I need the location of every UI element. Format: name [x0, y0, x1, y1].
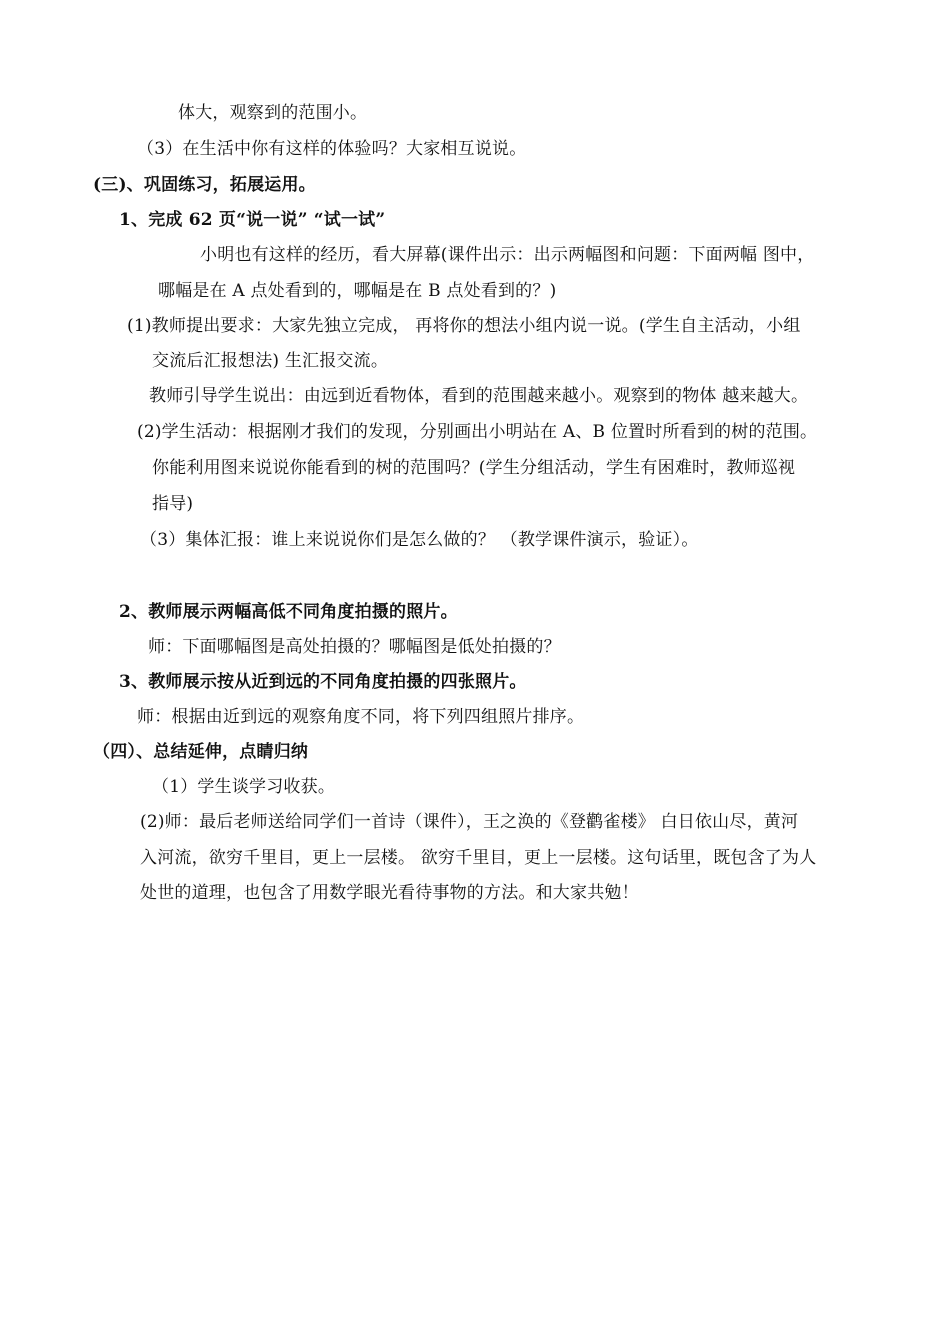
subsection-heading-3: 3、教师展示按从近到远的不同角度拍摄的四张照片。 [119, 672, 527, 692]
text-line-20: (2)师：最后老师送给同学们一首诗（课件），王之涣的《登鹳雀楼》 白日依山尽，黄河 [140, 812, 799, 832]
text-line-9: 教师引导学生说出：由远到近看物体，看到的范围越来越小。观察到的物体 越来越大。 [149, 386, 809, 406]
text-line-15: 师：下面哪幅图是高处拍摄的？哪幅图是低处拍摄的？ [148, 637, 561, 657]
subsection-heading-2: 2、教师展示两幅高低不同角度拍摄的照片。 [119, 602, 458, 622]
text-line-11: 你能利用图来说说你能看到的树的范围吗？(学生分组活动，学生有困难时，教师巡视 [152, 458, 796, 478]
text-line-17: 师：根据由近到远的观察角度不同，将下列四组照片排序。 [137, 707, 585, 727]
text-line-21: 入河流，欲穷千里目，更上一层楼。 欲穷千里目，更上一层楼。这句话里，既包含了为人 [140, 848, 817, 868]
text-line-13: （3）集体汇报：谁上来说说你们是怎么做的？ （教学课件演示，验证）。 [140, 530, 699, 550]
section-heading-3: (三)、巩固练习，拓展运用。 [93, 175, 316, 195]
subsection-heading-1: 1、完成 62 页“说一说” “试一试” [119, 210, 386, 230]
text-line-2: （3）在生活中你有这样的体验吗？大家相互说说。 [137, 139, 527, 159]
text-line-5: 小明也有这样的经历，看大屏幕(课件出示：出示两幅图和问题：下面两幅 图中， [200, 245, 815, 265]
text-line-1: 体大，观察到的范围小。 [178, 103, 368, 123]
text-line-12: 指导) [152, 494, 194, 514]
text-line-8: 交流后汇报想法) 生汇报交流。 [152, 351, 389, 371]
section-heading-4: （四）、总结延伸，点睛归纳 [93, 742, 309, 762]
text-line-7: (1)教师提出要求：大家先独立完成， 再将你的想法小组内说一说。(学生自主活动，小组 [127, 316, 801, 336]
text-line-6: 哪幅是在 A 点处看到的，哪幅是在 B 点处看到的？) [158, 281, 557, 301]
text-line-19: （1）学生谈学习收获。 [152, 777, 336, 797]
text-line-10: (2)学生活动：根据刚才我们的发现，分别画出小明站在 A、B 位置时所看到的树的范围。 [137, 422, 818, 442]
text-line-22: 处世的道理，也包含了用数学眼光看待事物的方法。和大家共勉！ [140, 883, 639, 903]
